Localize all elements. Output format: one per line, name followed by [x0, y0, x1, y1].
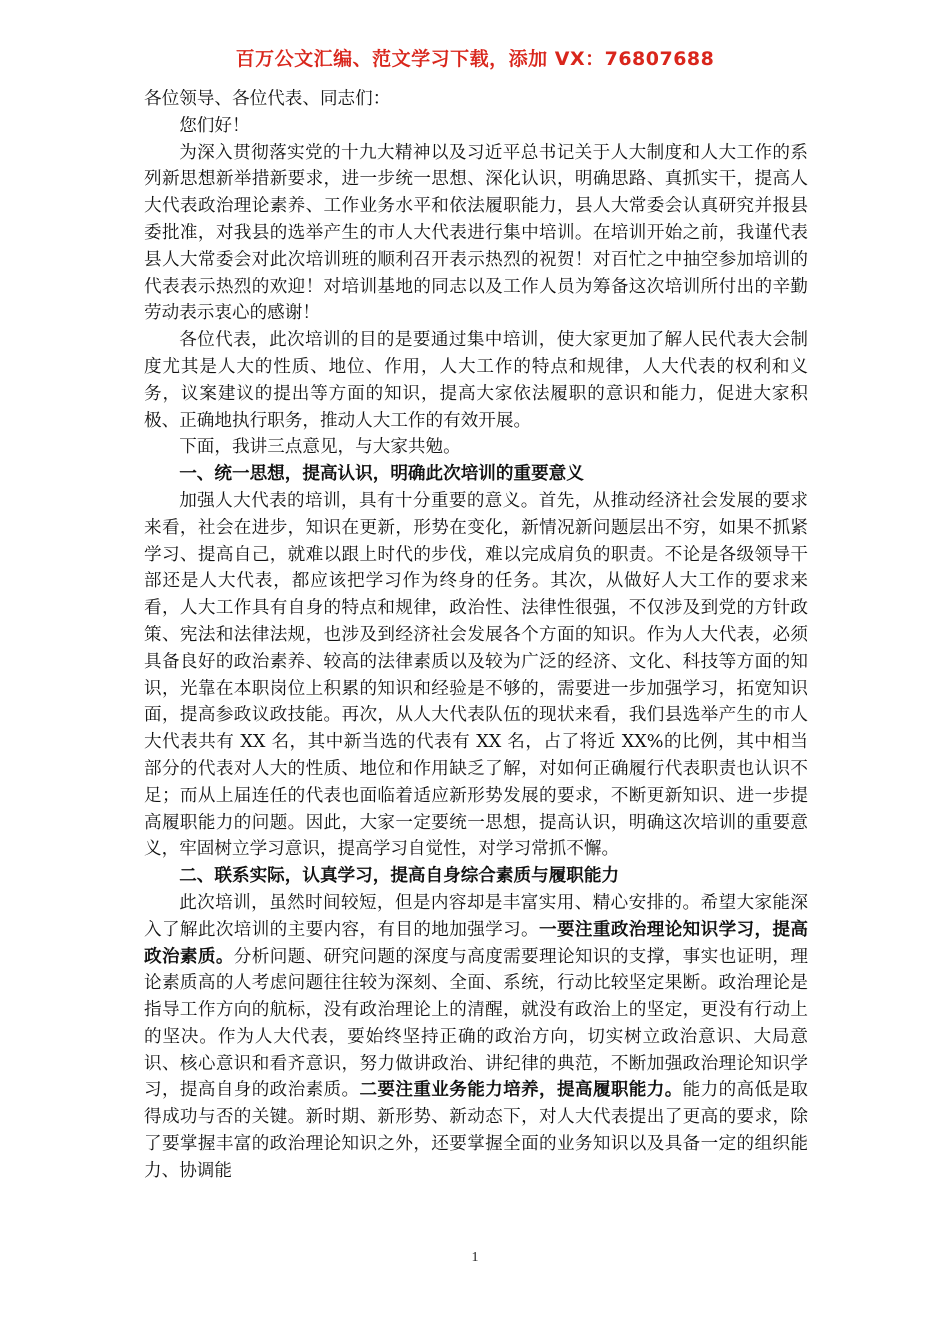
- paragraph-intro: 为深入贯彻落实党的十九大精神以及习近平总书记关于人大制度和人大工作的系列新思想新举措新要求，进一步统一思想、深化认识，明确思路、真抓实干，提高人大代表政治理论素养、工作业务水平和依法履职能力，县人大常委会认真研究并报县委批准，对我县的选举产生的市人大代表进行集中培训。在培训开始之前，我谨代表县人大常委会对此次培训班的顺利召开表示热烈的祝贺！对百忙之中抽空参加培训的代表表示热烈的欢迎！对培训基地的同志以及工作人员为筹备这次培训所付出的辛勤劳动表示衷心的感谢！: [144, 142, 808, 324]
- section-heading-2: 二、联系实际，认真学习，提高自身综合素质与履职能力: [179, 866, 620, 887]
- paragraph-section-2-bold-2: 二要注重业务能力培养，提高履职能力。: [359, 1080, 683, 1101]
- paragraph-purpose: 各位代表，此次培训的目的是要通过集中培训，使大家更加了解人民代表大会制度尤其是人大的性质、地位、作用，人大工作的特点和规律，人大代表的权利和义务，议案建议的提出等方面的知识，提高大家依法履职的意识和能力，促进大家积极、正确地执行职务，推动人大工作的有效开展。: [144, 330, 808, 431]
- section-heading-1: 一、统一思想，提高认识，明确此次培训的重要意义: [179, 464, 584, 485]
- paragraph-section-2-bold-1: 一要注重政治理论知识学习，提高政治素质。: [144, 919, 808, 967]
- salutation: 各位领导、各位代表、同志们：: [144, 89, 391, 109]
- page-number: 1: [471, 1250, 479, 1265]
- watermark-header: 百万公文汇编、范文学习下载，添加 VX：76807688: [235, 48, 715, 70]
- paragraph-section-2: [144, 890, 808, 1185]
- document-body: [144, 86, 808, 1185]
- paragraph-section-1: 加强人大代表的培训，具有十分重要的意义。首先，从推动经济社会发展的要求来看，社会在进步，知识在更新，形势在变化，新情况新问题层出不穷，如果不抓紧学习、提高自己，就难以跟上时代的步伐，难以完成肩负的职责。不论是各级领导干部还是人大代表，都应该把学习作为终身的任务。其次，从做好人大工作的要求来看，人大工作具有自身的特点和规律，政治性、法律性很强，不仅涉及到党的方针政策、宪法和法律法规，也涉及到经济社会发展各个方面的知识。作为人大代表，必须具备良好的政治素养、较高的法律素质以及较为广泛的经济、文化、科技等方面的知识，光靠在本职岗位上积累的知识和经验是不够的，需要进一步加强学习，拓宽知识面，提高参政议政技能。再次，从人大代表队伍的现状来看，我们县选举产生的市人大代表共有 XX 名，其中新当选的代表有 XX 名，占了将近 XX%的比例，其中相当部分的代表对人大的性质、地位和作用缺乏了解，对如何正确履行代表职责也认识不足；而从上届连任的代表也面临着适应新形势发展的要求，不断更新知识、进一步提高履职能力的问题。因此，大家一定要统一思想，提高认识，明确这次培训的重要意义，牢固树立学习意识，提高学习自觉性，对学习常抓不懈。: [144, 490, 808, 860]
- paragraph-section-2-text-c: 能力的高低是取得成功与否的关键。新时期、新形势、新动态下，对人大代表提出了更高的要求，除了要掌握丰富的政治理论知识之外，还要掌握全面的业务知识以及具备一定的组织能力、协调能: [144, 1080, 808, 1181]
- paragraph-section-2-text-a: 此次培训，虽然时间较短，但是内容却是丰富实用、精心安排的。希望大家能深入了解此次培训的主要内容，有目的地加强学习。: [144, 892, 808, 940]
- paragraph-section-2-text-b: 分析问题、研究问题的深度与高度需要理论知识的支撑，事实也证明，理论素质高的人考虑问题往往较为深刻、全面、系统，行动比较坚定果断。政治理论是指导工作方向的航标，没有政治理论上的清醒，就没有政治上的坚定，更没有行动上的坚决。作为人大代表，要始终坚持正确的政治方向，切实树立政治意识、大局意识、核心意识和看齐意识，努力做讲政治、讲纪律的典范，不断加强政治理论知识学习，提高自身的政治素质。: [144, 946, 808, 1101]
- greeting: 您们好！: [179, 115, 250, 136]
- paragraph-transition: 下面，我讲三点意见，与大家共勉。: [179, 437, 461, 458]
